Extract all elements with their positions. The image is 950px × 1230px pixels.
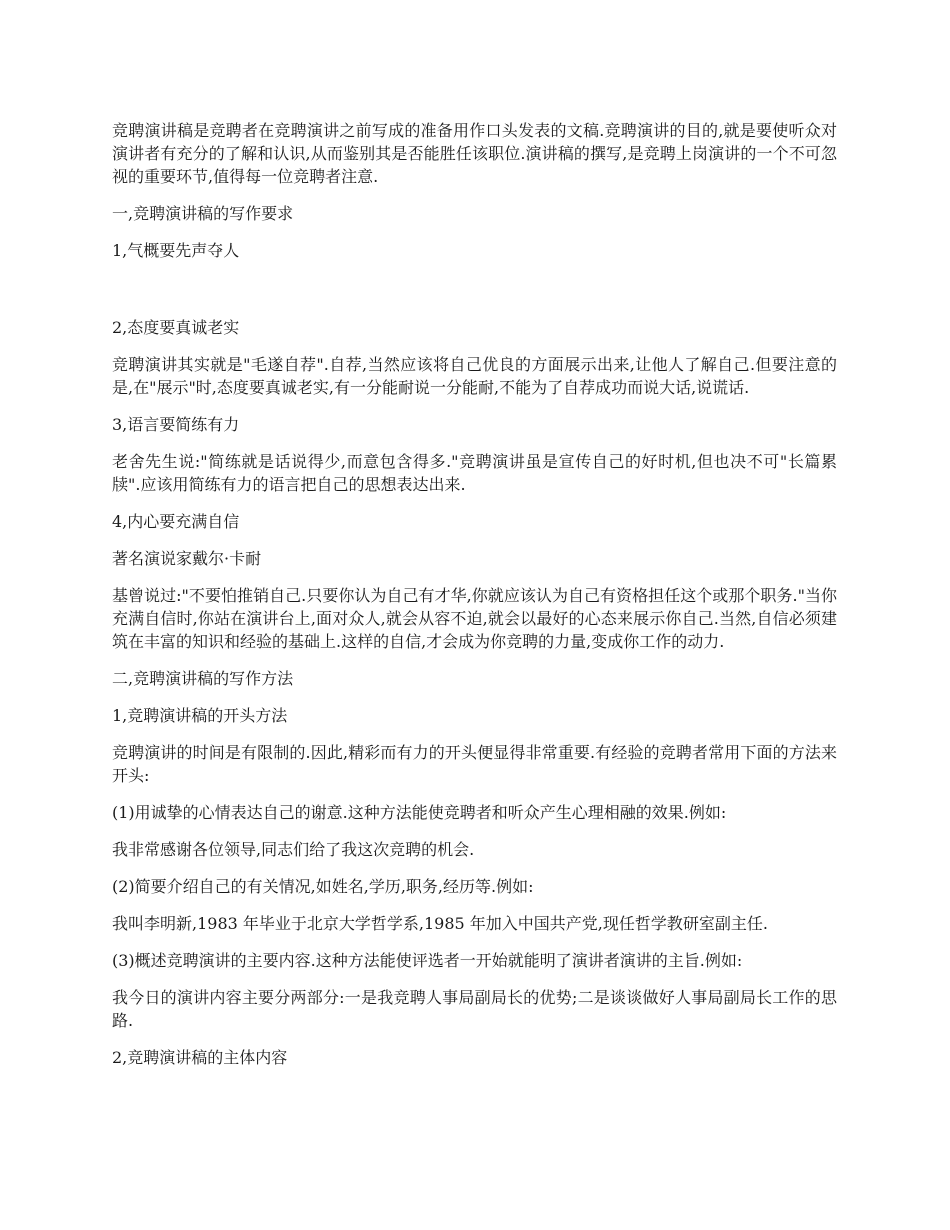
paragraph-confidence: 基曾说过:"不要怕推销自己.只要你认为自己有才华,你就应该认为自己有资格担任这个或那个职务."当你充满自信时,你站在演讲台上,面对众人,就会从容不迫,就会以最好的心态来展示你自己.当然,自信必须建筑在丰富的知识和经验的基础上.这样的自信,才会成为你竞聘的力量,变成你工作的动力. (112, 586, 837, 651)
list-item-2: (2)简要介绍自己的有关情况,如姓名,学历,职务,经历等.例如: (112, 877, 534, 896)
list-item-3: (3)概述竞聘演讲的主要内容.这种方法能使评选者一开始就能明了演讲者演讲的主旨.例如: (112, 951, 743, 970)
intro-paragraph: 竞聘演讲稿是竞聘者在竞聘演讲之前写成的准备用作口头发表的文稿.竞聘演讲的目的,就是要使听众对演讲者有充分的了解和认识,从而鉴别其是否能胜任该职位.演讲稿的撰写,是竞聘上岗演讲的一个不可忽视的重要环节,值得每一位竞聘者注意. (112, 121, 837, 186)
subheading-body-content: 2,竞聘演讲稿的主体内容 (112, 1048, 288, 1067)
subheading-1: 1,气概要先声夺人 (112, 241, 240, 260)
paragraph-opening-intro: 竞聘演讲的时间是有限制的.因此,精彩而有力的开头便显得非常重要.有经验的竞聘者常用下面的方法来开头: (112, 743, 837, 785)
example-3: 我今日的演讲内容主要分两部分:一是我竞聘人事局副局长的优势;二是谈谈做好人事局副局长工作的思路. (112, 988, 837, 1030)
paragraph-carnegie-name: 著名演说家戴尔·卡耐 (112, 549, 262, 568)
subheading-3: 3,语言要简练有力 (112, 415, 240, 434)
subheading-2: 2,态度要真诚老实 (112, 318, 240, 337)
section-heading-requirements: 一,竞聘演讲稿的写作要求 (112, 204, 294, 223)
blank-gap (112, 276, 837, 316)
example-2: 我叫李明新,1983 年毕业于北京大学哲学系,1985 年加入中国共产党,现任哲学教研室副主任. (112, 914, 768, 933)
document-page (112, 119, 837, 1083)
list-item-1: (1)用诚挚的心情表达自己的谢意.这种方法能使竞聘者和听众产生心理相融的效果.例如: (112, 803, 727, 822)
paragraph-concise: 老舍先生说:"简练就是话说得少,而意包含得多."竞聘演讲虽是宣传自己的好时机,但也决不可"长篇累牍".应该用简练有力的语言把自己的思想表达出来. (112, 452, 837, 494)
example-1: 我非常感谢各位领导,同志们给了我这次竞聘的机会. (112, 840, 475, 859)
paragraph-sincerity: 竞聘演讲其实就是"毛遂自荐".自荐,当然应该将自己优良的方面展示出来,让他人了解自己.但要注意的是,在"展示"时,态度要真诚老实,有一分能耐说一分能耐,不能为了自荐成功而说大话,说谎话. (112, 355, 837, 397)
subheading-opening: 1,竞聘演讲稿的开头方法 (112, 706, 288, 725)
subheading-4: 4,内心要充满自信 (112, 512, 240, 531)
section-heading-methods: 二,竞聘演讲稿的写作方法 (112, 669, 294, 688)
